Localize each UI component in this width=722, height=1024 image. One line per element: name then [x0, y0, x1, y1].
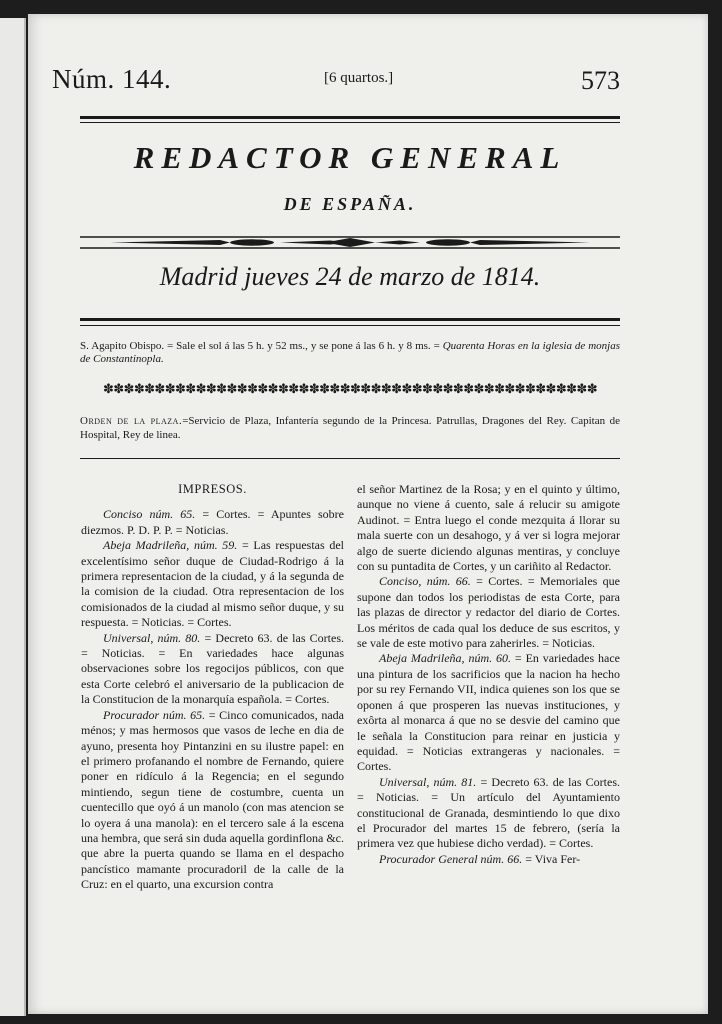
almanac-notice [80, 340, 620, 366]
orden-text: =Servicio de Plaza, Infantería segundo de la Princesa. Patrullas, Dragones del Rey. Capitan de Hospital, Rey de linea. [80, 415, 620, 441]
dateline: Madrid jueves 24 de marzo de 1814. [159, 262, 541, 291]
article-paragraph: Conciso núm. 65. = Cortes. = Apuntes sobre diezmos. P. D. P. P. = Noticias. [81, 507, 344, 537]
facing-page-edge [0, 18, 26, 1016]
section-rule [80, 458, 620, 459]
dateline-rule-top [80, 318, 620, 321]
article-paragraph: el señor Martinez de la Rosa; y en el quinto y último, aunque no viene á cuento, sale á relucir su amigote Audinot. = Entra luego el conde mezquita á llorar su mala suerte con un desahogo, y á ver si logra mejorar algo de suerte diciendo algunas mentiras, y concluye con su puntadita de Cortes, y un cariñito al Redactor. [357, 482, 620, 574]
column-left [81, 478, 344, 893]
article-paragraph: Universal, núm. 81. = Decreto 63. de las Cortes. = Noticias. = Un artículo del Ayuntamiento constitucional de Granada, desmintiendo lo que dixo el Procurador del martes 15 de febrero, (sería la primera vez que hubiese dicho verdad). = Cortes. [357, 774, 620, 851]
masthead-subtitle: DE ESPAÑA. [283, 194, 417, 214]
article-paragraph: Universal, núm. 80. = Decreto 63. de las Cortes. = Noticias. = En variedades hace algunas observaciones sobre los regocijos públicos, con que esta Corte celebró el aniversario de la publicacion de la Constitucion de la monarquía española. = Cortes. [81, 630, 344, 707]
header-rule-top [80, 116, 620, 119]
article-paragraph: Procurador núm. 65. = Cinco comunicados, nada ménos; y mas hermosos que vasos de leche en dia de ayuno, presenta hoy Pintanzini en su ilustre papel: en el primero profanando el nombre de Fernando, quiere poner en ridículo á la Regencia; en el segundo mintiendo, segun tiene de costumbre, cuenta un cuentecillo que oyó á un manolo (con mas atencion se lo oyera á una manola): en el tercero sale á la escena una hembra, que será sin duda aquella gordinflona &c. que abre la puerta quando se llama en el despacho pancístico mamante procuradoril de la calle de la Cruz: en el quarto, una excursion contra [81, 707, 344, 892]
asterisk-divider: ✽✽✽✽✽✽✽✽✽✽✽✽✽✽✽✽✽✽✽✽✽✽✽✽✽✽✽✽✽✽✽✽✽✽✽✽✽✽✽✽✽✽✽✽✽✽✽✽ [102, 382, 598, 397]
column-right [357, 482, 620, 867]
dateline-rule-bottom [80, 325, 620, 326]
orden-de-la-plaza [80, 414, 620, 442]
issue-number: Núm. 144. [52, 64, 172, 94]
header-rule-bottom [80, 122, 620, 123]
orden-label: Orden de la plaza. [80, 415, 183, 427]
article-paragraph: Abeja Madrileña, núm. 60. = En variedades hace una pintura de los sacrificios que la nacion ha hecho por su rey Fernando VII, indica quienes son los que se oponen á que prosperen las nuevas instituciones, y exôrta al monarca á que no se desvie del camino que le señala la Constitucion para reinar en justicia y equidad. = Noticias extrangeras y nacionales. = Cortes. [357, 651, 620, 774]
article-paragraph: Abeja Madrileña, núm. 59. = Las respuestas del excelentísimo señor duque de Ciudad-Rodrigo á la primera representacion de la ciudad, y á la segunda de la comision de la ciudad. Otra representacion de los comisionados de la ciudad al mismo señor duque, y su respuesta. = Noticias. = Cortes. [81, 538, 344, 630]
issue-price: [6 quartos.] [324, 70, 394, 86]
almanac-text: S. Agapito Obispo. = Sale el sol á las 5 h. y 52 ms., y se pone á las 6 h. y 8 ms. = [80, 340, 443, 352]
almanac-italic: Quarenta Horas en la iglesia de monjas de Constantinopla. [80, 340, 620, 365]
impresos-heading: IMPRESOS. [178, 482, 247, 496]
masthead-title: REDACTOR GENERAL [133, 140, 567, 175]
ornamental-rule [80, 232, 620, 252]
article-paragraph: Conciso, núm. 66. = Cortes. = Memoriales que supone dan todos los periodistas de esta Corte, para las plazas de director y redactor del diario de Cortes. Los méritos de cada qual los deduce de sus escritos, y se vale de este motivo para zaherirles. = Noticias. [357, 574, 621, 651]
article-paragraph: Procurador General núm. 66. = Viva Fer- [379, 851, 581, 866]
page-number: 573 [581, 66, 620, 95]
issue-header [52, 62, 622, 100]
